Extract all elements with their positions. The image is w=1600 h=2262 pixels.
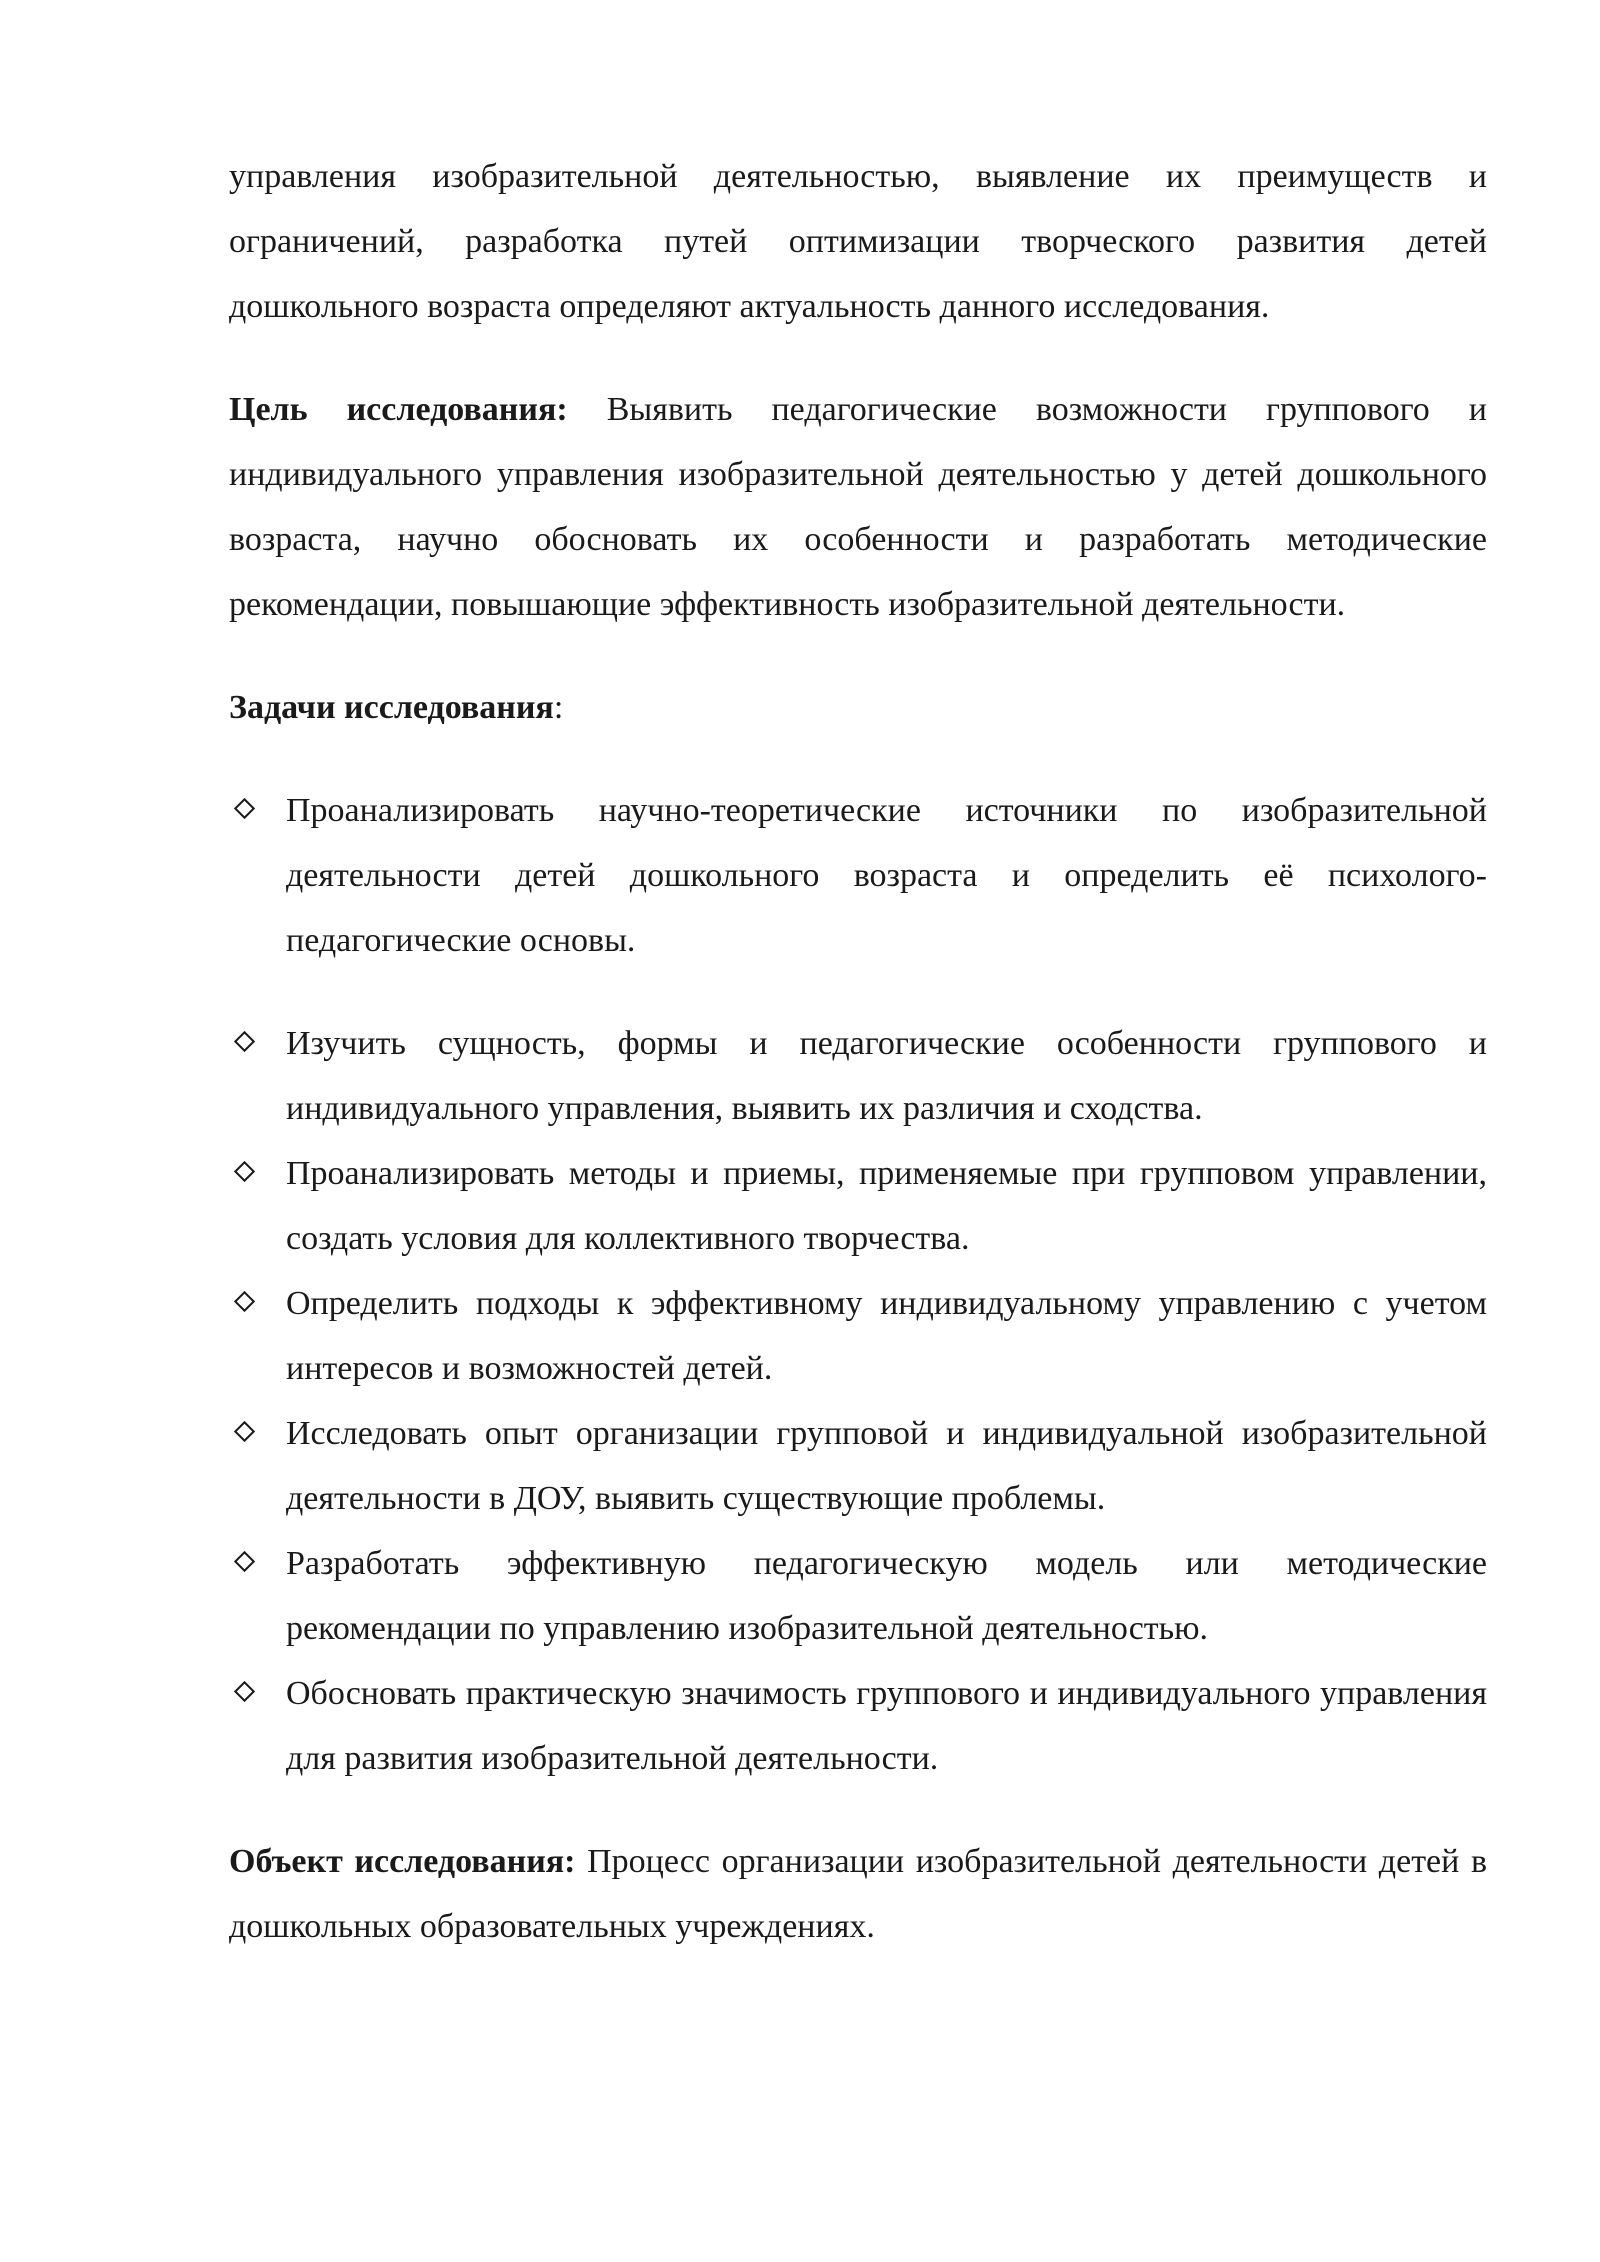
list-item [229,1401,1487,1531]
diamond-outline-icon [234,1421,255,1442]
list-item [229,1011,1487,1141]
task-text: Изучить сущность, формы и педагогические особенности группового и индивидуального управления, выявить их различия и сходства. [286,1025,1487,1127]
tasks-label-suffix: : [553,689,564,726]
task-text: Проанализировать методы и приемы, применяемые при групповом управлении, создать условия для коллективного творчества. [286,1155,1487,1257]
diamond-outline-icon [234,1551,255,1572]
task-text: Обосновать практическую значимость группового и индивидуального управления для развития изобразительной деятельности. [286,1675,1487,1777]
diamond-outline-icon [234,1161,255,1182]
tasks-list [229,778,1487,1791]
object-text: Процесс организации изобразительной деятельности детей в дошкольных образовательных учреждениях. [229,1843,1488,1945]
tasks-heading [229,675,1487,740]
task-text: Определить подходы к эффективному индивидуальному управлению с учетом интересов и возможностей детей. [286,1285,1487,1387]
list-item [229,1141,1487,1271]
diamond-outline-icon [234,798,255,819]
intro-text: управления изобразительной деятельностью, выявление их преимуществ и ограничений, разработка путей оптимизации творческого развития детей дошкольного возраста определяют актуальность данного исследования. [229,158,1487,325]
diamond-outline-icon [234,1031,255,1052]
intro-paragraph [229,144,1487,339]
task-text: Разработать эффективную педагогическую модель или методические рекомендации по управлению изобразительной деятельностью. [286,1545,1487,1647]
goal-label: Цель исследования: [229,391,568,428]
list-item [229,1531,1487,1661]
list-item [229,778,1487,973]
diamond-outline-icon [234,1291,255,1312]
list-item [229,1271,1487,1401]
task-text: Проанализировать научно-теоретические источники по изобразительной деятельности детей дошкольного возраста и определить её психолого-педагогические основы. [286,792,1487,959]
diamond-outline-icon [234,1681,255,1702]
task-text: Исследовать опыт организации групповой и индивидуальной изобразительной деятельности в ДОУ, выявить существующие проблемы. [286,1415,1487,1517]
tasks-label: Задачи исследования [229,689,554,726]
document-body [229,144,1487,1959]
goal-text: Выявить педагогические возможности группового и индивидуального управления изобразительной деятельностью у детей дошкольного возраста, научно обосновать их особенности и разработать методические рекомендации, повышающие эффективность изобразительной деятельности. [229,391,1487,623]
object-paragraph [229,1829,1487,1959]
object-label: Объект исследования: [229,1843,576,1880]
list-item [229,1661,1487,1791]
goal-paragraph [229,377,1487,637]
